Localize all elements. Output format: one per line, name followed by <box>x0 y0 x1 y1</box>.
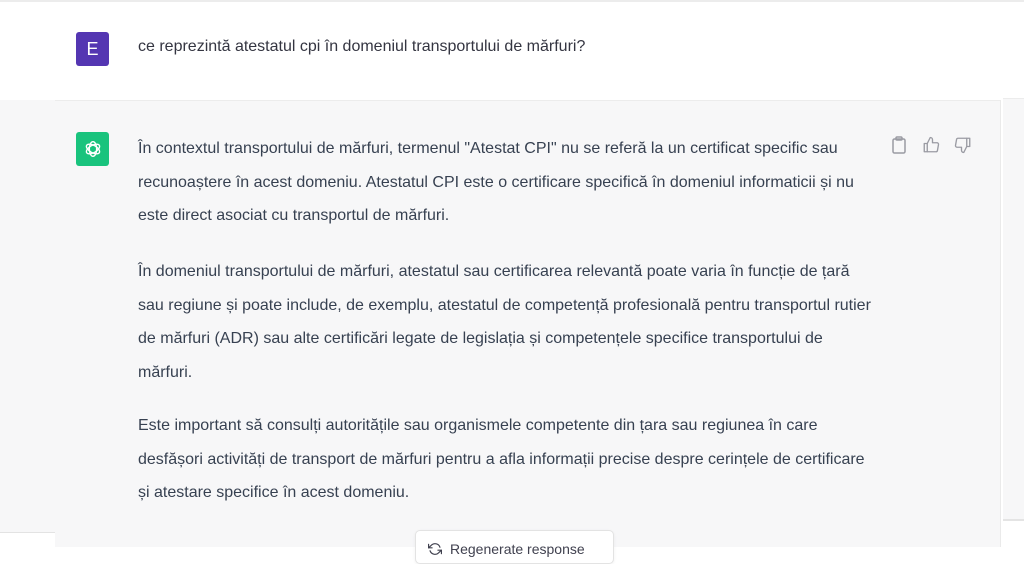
assistant-message-row <box>55 100 1000 547</box>
regenerate-label: Regenerate response <box>450 541 585 557</box>
assistant-avatar <box>76 132 109 166</box>
openai-logo-icon <box>82 138 104 160</box>
user-message-text: ce reprezintă atestatul cpi în domeniul transportului de mărfuri? <box>138 38 586 55</box>
thumbs-up-button[interactable] <box>921 135 941 155</box>
assistant-paragraph: În contextul transportului de mărfuri, termenul "Atestat CPI" nu se referă la un certificat specific sau recunoaștere în acest domeniu. Atestatul CPI este o certificare specifică în domeniul informaticii și nu este direct asociat cu transportul de mărfuri. <box>138 140 854 224</box>
assistant-paragraph: În domeniul transportului de mărfuri, atestatul sau certificarea relevantă poate varia în funcție de țară sau regiune și poate include, de exemplu, atestatul de competență profesională pentru transportul rutier de mărfuri (ADR) sau alte certificări legate de legislația și competențele specifice transportului de mărfuri. <box>138 263 871 381</box>
copy-button[interactable] <box>889 135 909 155</box>
thumbs-down-icon <box>954 136 972 154</box>
right-margin <box>1003 98 1024 521</box>
user-message-row <box>0 2 1024 98</box>
thumbs-up-icon <box>922 136 940 154</box>
left-margin-bottom <box>0 532 55 555</box>
clipboard-icon <box>891 136 907 154</box>
message-actions <box>889 135 973 155</box>
user-avatar: E <box>76 32 109 66</box>
regenerate-response-button[interactable] <box>415 530 614 564</box>
assistant-paragraph: Este important să consulți autoritățile sau organismele competente din țara sau regiunea în care desfășori activități de transport de mărfuri pentru a afla informații precise despre cerințele de certificare și atestare specifice în acest domeniu. <box>138 417 865 501</box>
left-margin <box>0 100 55 552</box>
thumbs-down-button[interactable] <box>953 135 973 155</box>
